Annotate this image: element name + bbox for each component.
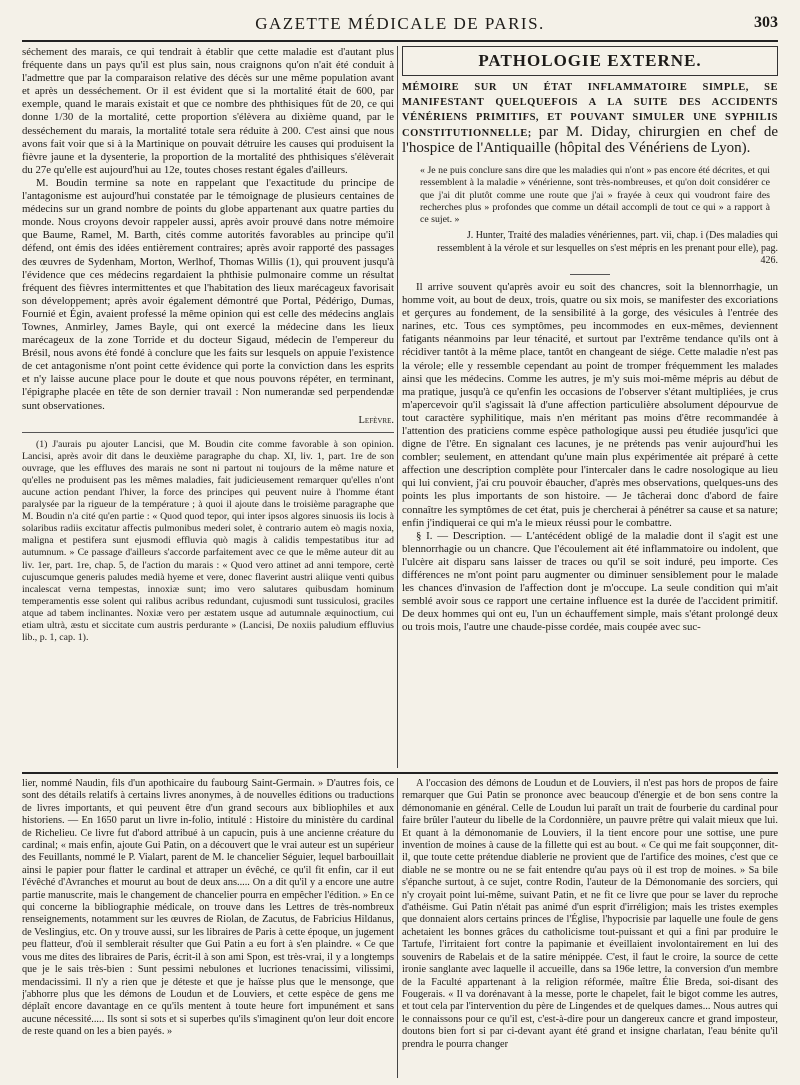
section-heading-box [402, 46, 778, 76]
epigraph: « Je ne puis conclure sans dire que les maladies qui n'ont » pas encore été décrites, et qui ressemblent à la maladie » vénérienne, sont très-nombreuses, et qu'on doit considérer ce que j'ai dit plutôt comme une route que j'ai » frayée à ceux qui voudront faire des recherches plus » profondes que comme un détail accompli de tout ce qui » a rapport à ce sujet. » [420, 165, 770, 226]
feuilleton-rule [22, 772, 778, 774]
author-signature: Lefèvre. [358, 414, 394, 426]
feuilleton-divider [397, 778, 398, 1078]
left-paragraph-1: séchement des marais, ce qui tendrait à établir que cette maladie est d'autant plus fréquente dans un pays qu'il est plus sain, nous craignons qu'on n'ait été conduit à l'admettre que par la comparaison relative des décès sur une même population avant et après un desséchement. Or il est évident que si la mortalité était de 600, par exemple, quand le marais existait et que ce nombre des phthisiques fût de 20, ce qui donne 1/30 de la mortalité, cette proportion s'élèvera au dixième quand, par le desséchement du marais, la mortalité totale sera réduite à 200. C'est ainsi que nous avons fait voir que si à la Martinique on pouvait détruire les causes qui produisent la fièvre jaune et la dysenterie, la proportion de la mortalité des phthisiques s'élèverait du 27e qu'elle est aujourd'hui au 12e, toutes choses restant égales d'ailleurs. [22, 46, 394, 176]
column-divider [397, 46, 398, 768]
left-paragraph-2: M. Boudin termine sa note en rappelant que l'exactitude du principe de l'antagonisme est aujourd'hui constatée par le témoignage de plusieurs centaines de médecins sur un grand nombre de points du globe appartenant aux quatre parties du monde. Nous croyons devoir rappeler aussi, après avoir prouvé dans notre mémoire que Baume, Ramel, M. Barth, cités comme autorités favorables au principe qu'il défend, ont émis des idées entièrement contraires; après avoir rapporté des passages des œuvres de Sydenham, Morton, Werlhof, Thomas Willis (1), qui prouvent jusqu'à l'évidence que ces médecins regardaient la phthisie pulmonaire comme un résultat fréquent des fièvres intermittentes et que l'habitation des lieux marécageux favorisait son développement; après avoir également démontré que Portal, Pédérigo, Dumas, Fournié et Égin, avaient professé la même opinion qui est celle des médecins anglais Townes, Anmirley, James Bayle, qui ont exercé la médecine dans les lieux marécageux de la zone Torride et du docteur Sigaud, médecin de l'empereur du Brésil, nous avons été fondé à conclure que les faits sur lesquels on appuie l'existence de cet antagonisme n'ont point cette évidence qui porte la conviction dans les esprits et n'y laisse aucune place pour le doute et que nous pouvons répéter, en terminant, l'épigraphe placée en tête de son dernier travail : Non numerandæ sed perpendendæ sunt observationes. [22, 176, 394, 412]
section-heading: PATHOLOGIE EXTERNE. [478, 51, 702, 70]
right-column [402, 46, 778, 768]
memoir-title [402, 80, 778, 157]
feuilleton-right-text: A l'occasion des démons de Loudun et de Louviers, il n'est pas hors de propos de faire remarquer que Gui Patin se prononce avec beaucoup d'énergie et de bon sens contre la démonomanie en général. Celle de Loudun lui paraît un trait de fourberie du cardinal pour faire brûler l'auteur du libelle de la Cordonnière, un pauvre prêtre qui valait mieux que lui. Et quant à la démonomanie de Louviers, il la tient encore pour une sottise, une pure invention de moines à cause de la fillette qui est au bout. « Ce qui me fait soupçonner, dit-il, que toute cette prétendue diablerie ne provient que de l'artifice des moines, c'est que ce diable ne se montre ou ne se fait entendre qu'au pays où il est trop de moines. » Sa bile s'épanche surtout, à ce sujet, contre Rodin, l'auteur de la Démonomanie des sorciers, qui n'y croyait point lui-même, suivant Patin, et ne fit ce livre que pour se laver du reproche d'athéisme. Gui Patin n'était pas animé d'un esprit d'irréligion; mais les tristes exemples que donnaient alors certains princes de l'Église, l'hypocrisie par laquelle une foule de gens achetaient les bonnes grâces du catholicisme tout-puissant et qui a fini par produire le Tartufe, l'irritaient fort contre la papimanie et éveillaient involontairement en lui des souvenirs de Rabelais et de la satire ménippée. C'est, il faut le croire, la source de cette ironie sanglante avec laquelle il accueille, dans sa 196e lettre, la conversion d'un membre de la Faculté appartenant à la religion réformée, maître Élie Breda, soi-disant des Fougerais. « Il va dorénavant à la messe, porte le chapelet, fait le bigot comme les autres, et tout cela par l'intervention du père de Lingendes et de quelques dames... Nous autres qui le connaissons pour ce qu'il est, c'est-à-dire pour un dangereux cancre et grand imposteur, doutons bien fort si par ci-devant ayant été grand et insigne charlatan, l'eau bénite qu'il prendra le pourra changer [402, 778, 778, 1050]
journal-title: GAZETTE MÉDICALE DE PARIS. [255, 14, 545, 33]
right-paragraph-1: Il arrive souvent qu'après avoir eu soit des chancres, soit la blennorrhagie, un homme voit, au bout de deux, trois, quatre ou six mois, se manifester des excoriations et gerçures au fondement, de la sensibilité à la gorge, des vésicules à l'entrée des narines, etc. Tous ces symptômes, peu incommodes en eux-mêmes, deviennent fatigants néanmoins par leur ténacité, et surtout par l'extrême tendance qu'ils ont à récidiver tantôt à la même place, tantôt en changeant de siége. Cette maladie n'est pas la vérole; elle y ressemble cependant au point de tromper fréquemment les malades ainsi que les médecins. Comme les autres, je m'y suis moi-même mépris au début de ma pratique, jusqu'à ce qu'enfin les occasions de l'observer s'étant multipliées, je crus m'apercevoir qu'il s'agissait là d'une affection particulière absolument dépourvue de tout caractère syphilitique, mais n'en méritant pas moins d'être recommandée à l'attention des praticiens comme espèce pathologique aussi peu étudiée jusqu'ici que digne de l'être. En signalant ces lacunes, je ne prétends pas venir aujourd'hui les combler; seulement, en attendant qu'une main plus expérimentée ait préparé à cette affection une description complète pour l'intercaler dans le cadre nosologique au lieu qui lui convient, j'ai cru pouvoir ébaucher, d'après mes observations, quelques-uns des points les plus importants de son histoire. — Je tâcherai donc d'abord de faire connaître les symptômes de cet état, puis je chercherai à pénétrer sa cause et sa nature; enfin j'indiquerai ce qui m'a le mieux réussi pour le combattre. [402, 280, 778, 529]
feuilleton-left-text: lier, nommé Naudin, fils d'un apothicaire du faubourg Saint-Germain. » D'autres fois, ce sont des détails relatifs à certains livres anonymes, à de nouvelles éditions ou traductions de livres importants, et qui peuvent être d'un grand secours aux bibliophiles et aux historiens. — En 1650 parut un livre in-folio, intitulé : Histoire du ministère du cardinal de Richelieu. Ce livre fut d'abord attribué à un capucin, puis à une ancienne créature du cardinal; « mais enfin, ajoute Gui Patin, on a découvert que le vrai auteur est un supérieur des Feuillants, nommé le P. Vialart, parent de M. le chancelier Séguier, lequel barbouillait ainsi le papier pour flatter le cardinal et attraper un évêché, ce qu'il fit enfin, car il eut l'évêché d'Avranches et mourut au bout de deux ans..... On a dit qu'il y a encore une autre partie manuscrite, mais le changement de chancelier pourra en empêcher l'édition. » En ce qui concerne la bibliographie médicale, on trouve dans les Lettres de très-nombreux renseignements, notamment sur les œuvres de Riolan, de Zacutus, de Fabricius Hildanus, de Veslingius, etc. On y trouve aussi, sur les libraires de Paris à cette époque, un jugement peu flatteur, d'où il semblerait résulter que Gui Patin a eu fort à s'en plaindre. « Ce que vous me dites des libraires de Paris, écrit-il à son ami Spon, est très-vrai, il y a longtemps que je le sais très-bien : Sunt pessimi nebulones et lucriones tenacissimi, vilissimi, mendacissimi. Il n'y a rien que je déteste et que je haïsse plus que le mensonge, que j'abhorre plus que les démons de Loudun et de Louviers, et cette espèce de gens me déplaît encore davantage en ce qu'ils mentent à toute heure fort impunément et sans aucune nécessité..... Ils sont si sots et si superbes qu'ils s'imaginent qu'on leur doit encore de reste quand on les a bien payés. » [22, 778, 394, 1038]
page-header [22, 14, 778, 42]
feuilleton-left-column [22, 778, 394, 1078]
footnote: (1) J'aurais pu ajouter Lancisi, que M. Boudin cite comme favorable à son opinion. Lancisi, après avoir dit dans le deuxième paragraphe du chap. XI, liv. 1, part. 1re de son ouvrage, que les effluves des marais ne sont ni partout ni toujours de la même nature et qu'elles ne produisent pas les mêmes maladies, fait judicieusement remarquer qu'elles n'ont aucune action pendant l'hiver, la force des principes qui peuvent nuire à l'homme étant paralysée par la rigueur de la température ; à quoi il ajoute dans le troisième paragraphe que M. Boudin n'a cité qu'en partie : « Quod quod tepor, qui inter ipsos algores sinuosis iis locis à solaribus radiis excitatur affectis pulmonibus mederi solet, è contrario autem eò magis noxia, maligna et pestifera sunt ejusmodi effluvia quò magis à calidis tempestatibus itur ad autumnum. » Ce passage d'ailleurs s'accorde parfaitement avec ce que le même auteur dit au liv. 1er, part. 1re, chap. 5, de l'action du marais : « Quod vero attinet ad anni tempore, certè cujuscumque generis paludes medià hyeme et vere, donec flaverint austri aliique venti quibus incalescat verna tempestas, innoxiæ sunt; imo vero salutares quibusdam hominum temperamentis esse solent qui ralibus acribus redundant, cujusmodi sunt tussiculosi, graciles atque ad tabem inclinantes. Noxiæ vero per æstatem usque ad autumnale æquinoctium, cui etiam ultrà, æstu et siccitate cum austris perdurante » (Lancisi, De noxiis paludium effluvius lib., p. 1, cap. 1). [22, 438, 394, 644]
short-rule [570, 274, 610, 275]
epigraph-source: J. Hunter, Traité des maladies vénériennes, part. vii, chap. i (Des maladies qui ressemblent à la vérole et sur lesquelles on s'est mépris en les prenant pour elle), pag. 426. [437, 230, 778, 267]
feuilleton-right-column [402, 778, 778, 1078]
page-number: 303 [754, 14, 778, 31]
right-paragraph-2: § I. — Description. — L'antécédent obligé de la maladie dont il s'agit est une blennorrhagie ou un chancre. Que l'écoulement ait été inflammatoire ou indolent, que l'ulcère ait disparu sans laisser de traces ou qu'il se soit induré, peu importe. Ces différences ne m'ont point paru augmenter ou diminuer sensiblement pour le malade les chances d'invasion de l'affection dont je m'occupe. La seule condition qui m'ait semblé avoir sous ce rapport une certaine influence est la durée de l'accident primitif. De deux hommes qui ont eu, l'un un échauffement simple, mais s'étant prolongé deux ou trois mois, l'autre une chaude-pisse cordée, mais coupée avec suc- [402, 529, 778, 634]
footnote-separator [22, 432, 394, 433]
left-column [22, 46, 394, 768]
memoir-title-caps: MÉMOIRE SUR UN ÉTAT INFLAMMATOIRE SIMPLE, SE MANIFESTANT QUELQUEFOIS A LA SUITE DES ACCIDENTS VÉNÉRIENS PRIMITIFS, ET POUVANT SIMULER UNE SYPHILIS CONSTITUTIONNELLE; [402, 82, 778, 139]
memoir-author: par M. Diday, chirurgien en chef de l'hospice de l'Antiquaille (hôpital des Vénériens de Lyon). [402, 124, 778, 156]
